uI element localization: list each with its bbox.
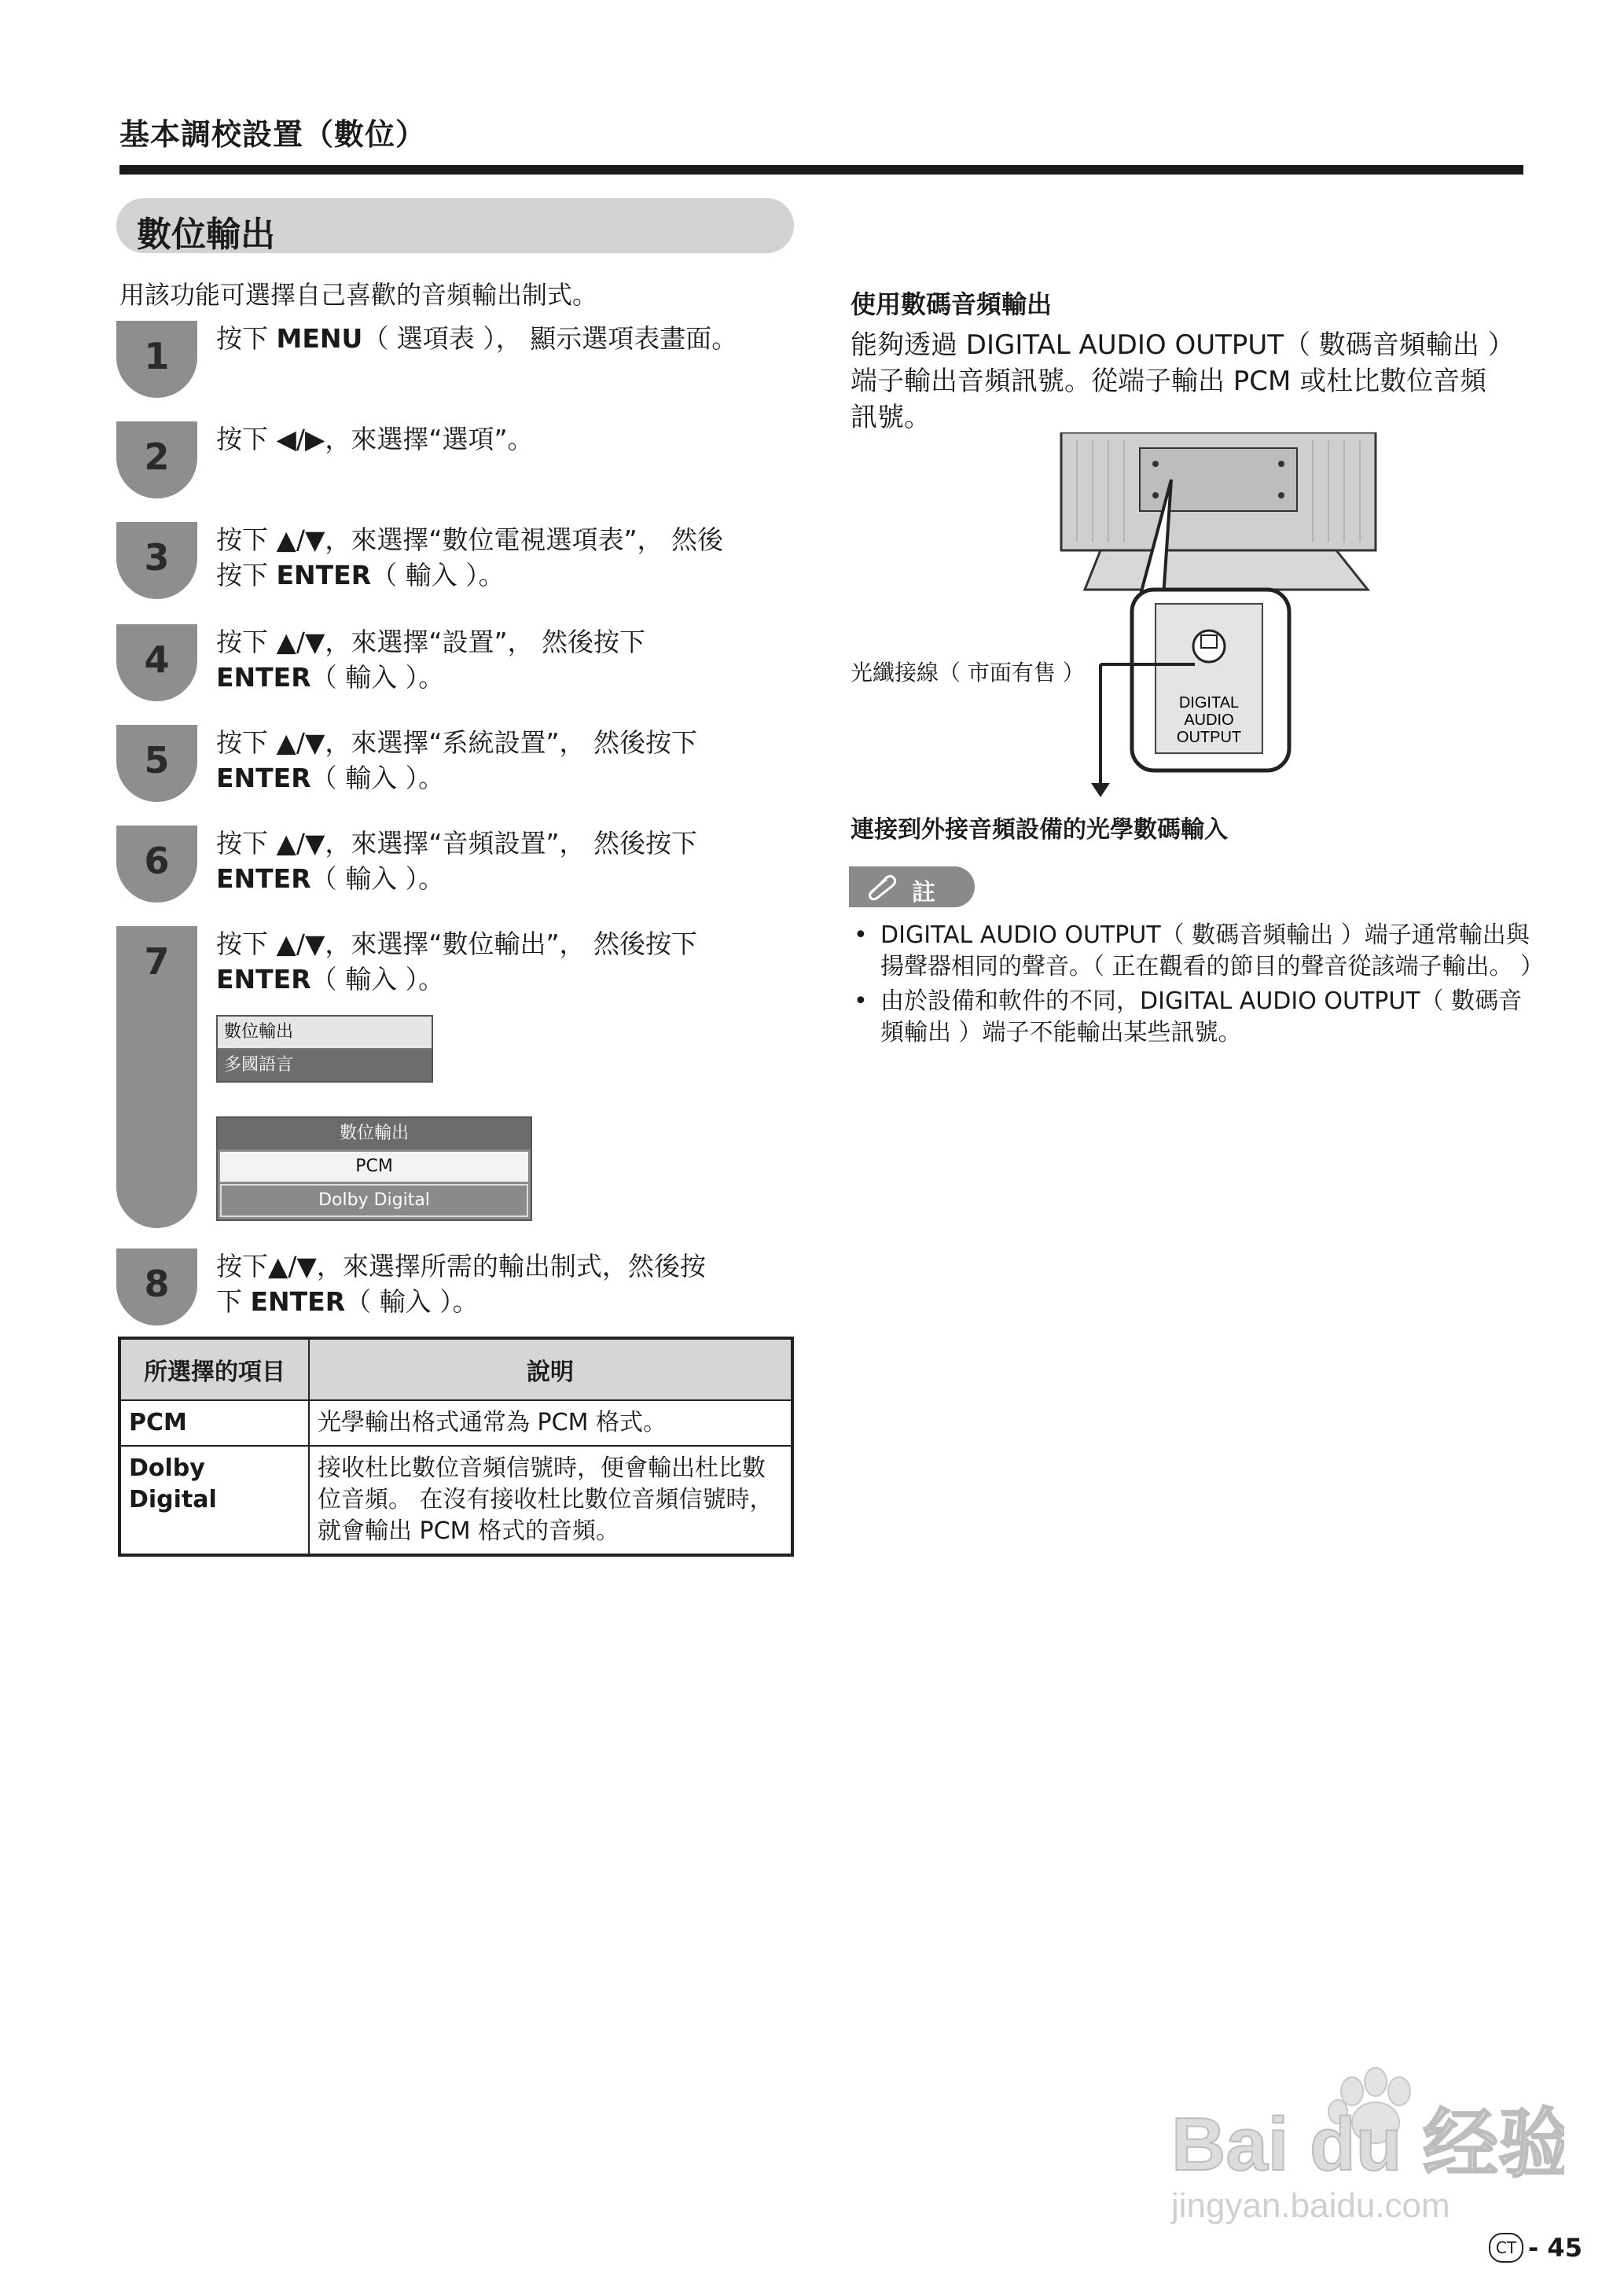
port-label-line3: OUTPUT bbox=[1176, 729, 1242, 746]
step-badge-2: 2 bbox=[116, 421, 197, 498]
running-header: 基本調校設置（數位） bbox=[119, 117, 427, 152]
menu-item-multilanguage[interactable]: 多國語言 bbox=[218, 1050, 432, 1081]
header-rule bbox=[119, 165, 1523, 175]
step-text-4: 按下 ▲/▼，來選擇“設置”， 然後按下 ENTER（ 輸入 ）。 bbox=[216, 627, 646, 693]
port-label-line2: AUDIO bbox=[1184, 712, 1234, 729]
osd-menu-options bbox=[216, 1015, 433, 1083]
paperclip-icon bbox=[863, 873, 898, 901]
note-label: 註 bbox=[912, 879, 935, 906]
section-title: 數位輸出 bbox=[137, 215, 275, 255]
step-text-7: 按下 ▲/▼，來選擇“數位輸出”， 然後按下 ENTER（ 輸入 ）。 bbox=[216, 929, 698, 995]
table-header-row bbox=[119, 1338, 792, 1400]
step-text-5: 按下 ▲/▼，來選擇“系統設置”， 然後按下 ENTER（ 輸入 ）。 bbox=[216, 727, 698, 793]
row-key: PCM bbox=[119, 1400, 309, 1446]
row-desc: 接收杜比數位音頻信號時，便會輸出杜比數位音頻。 在沒有接收杜比數位音頻信號時，就會輸出 PCM 格式的音頻。 bbox=[309, 1446, 792, 1555]
menu-item-digital-output[interactable]: 數位輸出 bbox=[218, 1017, 432, 1050]
step-text-3: 按下 ▲/▼，來選擇“數位電視選項表”， 然後 按下 ENTER（ 輸入 ）。 bbox=[216, 524, 724, 590]
page-number: - 45 bbox=[1528, 2233, 1582, 2263]
tv-connection-illustration bbox=[1053, 432, 1383, 778]
step-badge-8: 8 bbox=[116, 1248, 197, 1326]
intro-text: 用該功能可選擇自己喜歡的音頻輸出制式。 bbox=[119, 280, 598, 310]
digital-audio-paragraph: 能夠透過 DIGITAL AUDIO OUTPUT（ 數碼音頻輸出 ）端子輸出音頻訊號。從端子輸出 PCM 或杜比數位音頻訊號。 bbox=[851, 329, 1501, 433]
osd-menu-digital-output bbox=[216, 1116, 532, 1221]
menu-header: 數位輸出 bbox=[218, 1118, 531, 1149]
baidu-paw-logo bbox=[1156, 2060, 1564, 2225]
baidu-watermark bbox=[1156, 2060, 1564, 2228]
step-badge-1: 1 bbox=[116, 321, 197, 398]
row-desc: 光學輸出格式通常為 PCM 格式。 bbox=[309, 1400, 792, 1446]
row-key: Dolby Digital bbox=[119, 1446, 309, 1555]
list-item: • 由於設備和軟件的不同，DIGITAL AUDIO OUTPUT（ 數碼音頻輸出 ）端子不能輸出某些訊號。 bbox=[851, 986, 1542, 1049]
options-table bbox=[118, 1337, 794, 1557]
option-dolby-digital[interactable]: Dolby Digital bbox=[220, 1184, 528, 1217]
step-text-1: 按下 MENU（ 選項表 ）， 顯示選項表畫面。 bbox=[216, 323, 738, 354]
step-badge-7: 7 bbox=[116, 926, 197, 1228]
cable-label: 光纖接線（ 市面有售 ） bbox=[851, 660, 1085, 686]
col-header-desc: 說明 bbox=[309, 1338, 792, 1400]
step-badge-3: 3 bbox=[116, 522, 197, 599]
digital-audio-title: 使用數碼音頻輸出 bbox=[851, 289, 1053, 319]
step-text-2: 按下 ◀/▶，來選擇“選項”。 bbox=[216, 424, 534, 454]
table-row bbox=[119, 1446, 792, 1555]
connection-caption: 連接到外接音頻設備的光學數碼輸入 bbox=[851, 816, 1228, 844]
step-text-8: 按下▲/▼，來選擇所需的輸出制式，然後按 下 ENTER（ 輸入 ）。 bbox=[216, 1251, 706, 1317]
arrow-down-icon bbox=[1088, 763, 1113, 799]
step-badge-6: 6 bbox=[116, 826, 197, 903]
notes-list bbox=[851, 920, 1545, 1052]
section-bar bbox=[116, 198, 794, 253]
step-badge-4: 4 bbox=[116, 624, 197, 701]
option-pcm[interactable]: PCM bbox=[220, 1152, 528, 1182]
step-badge-5: 5 bbox=[116, 725, 197, 802]
step-text-6: 按下 ▲/▼，來選擇“音頻設置”， 然後按下 ENTER（ 輸入 ）。 bbox=[216, 828, 698, 894]
list-item: • DIGITAL AUDIO OUTPUT（ 數碼音頻輸出 ）端子通常輸出與揚聲器相同的聲音。（ 正在觀看的節目的聲音從該端子輸出。 ） bbox=[851, 920, 1542, 983]
note-badge bbox=[849, 866, 975, 907]
port-label-line1: DIGITAL bbox=[1178, 694, 1240, 712]
watermark-brand: Bai du 经验 bbox=[1171, 2102, 1564, 2186]
watermark-url: jingyan.baidu.com bbox=[1171, 2186, 1450, 2225]
table-row bbox=[119, 1400, 792, 1446]
ct-region-mark: CT bbox=[1489, 2233, 1523, 2263]
col-header-item: 所選擇的項目 bbox=[119, 1338, 309, 1400]
